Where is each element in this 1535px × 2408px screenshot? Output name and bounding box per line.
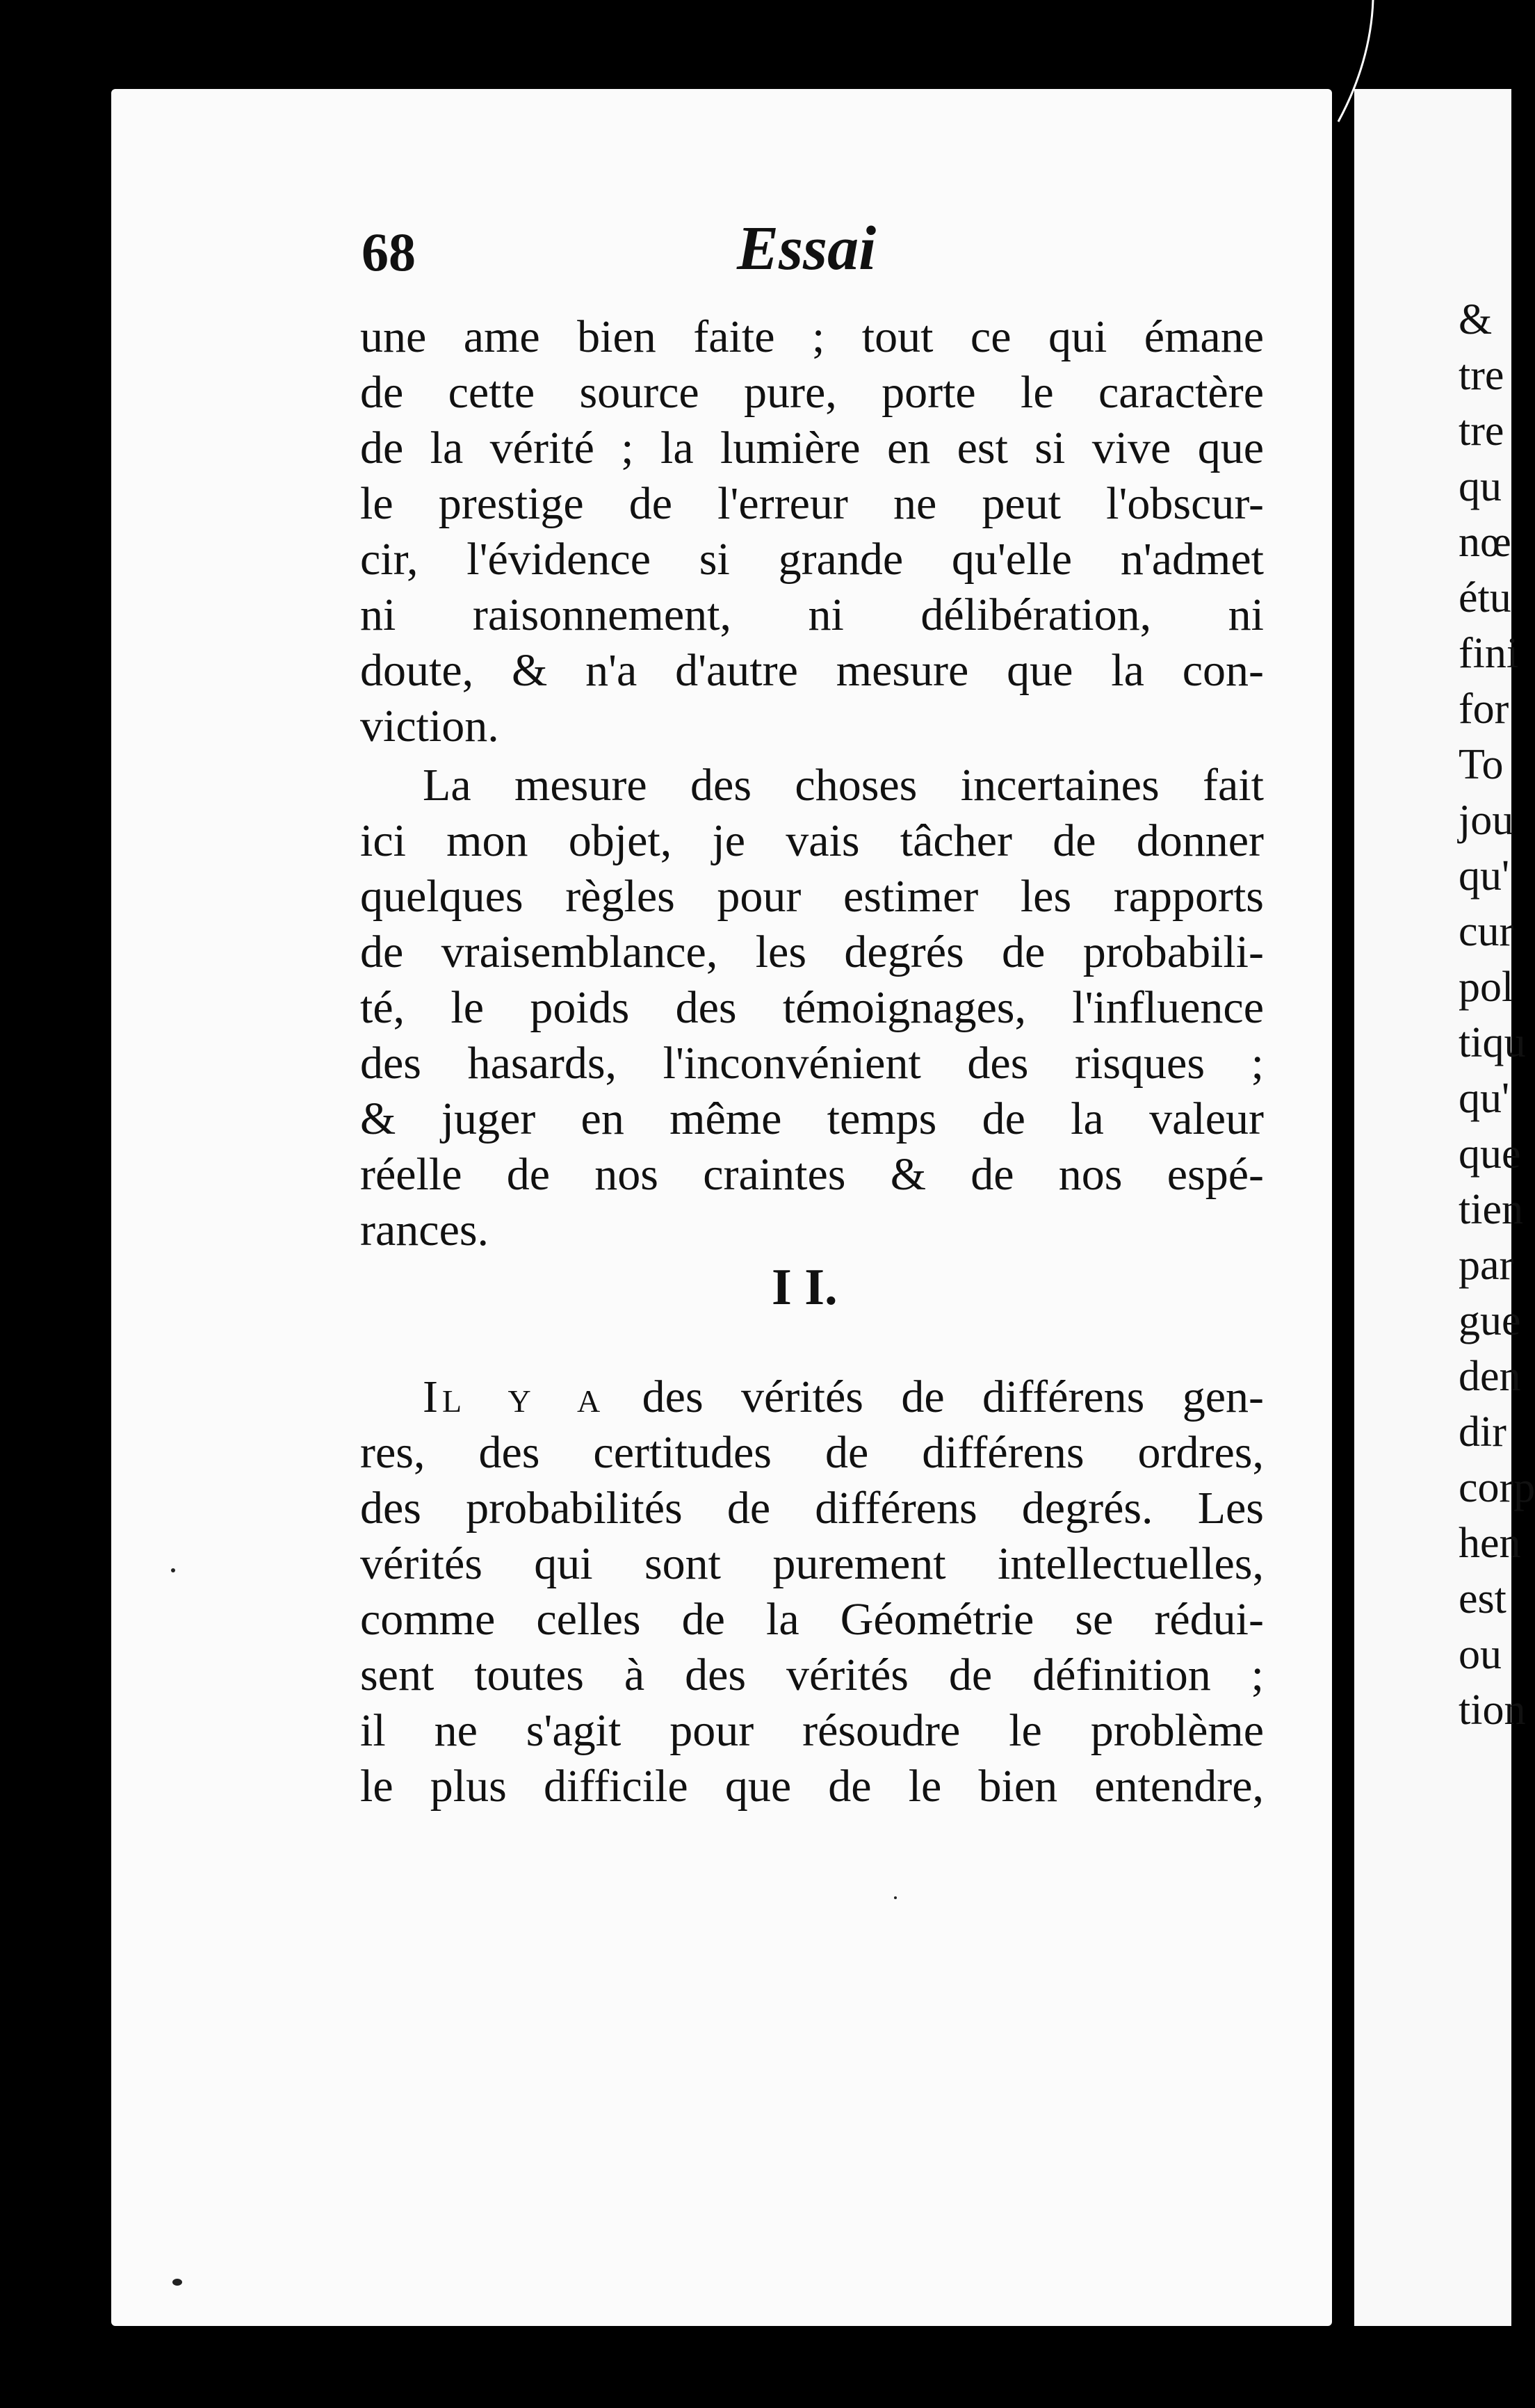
running-title: Essai xyxy=(737,214,877,283)
text-line: rances. xyxy=(360,1205,489,1255)
text-line: vérités qui sont purement intellectuelles, xyxy=(360,1538,1264,1589)
paragraph-2 xyxy=(360,758,1264,1258)
fragment-line: cur xyxy=(1459,908,1514,955)
text-line: comme celles de la Géométrie se rédui- xyxy=(360,1594,1264,1645)
fragment-line: nœ xyxy=(1459,519,1511,566)
fragment-line: est xyxy=(1459,1575,1506,1622)
fragment-line: for xyxy=(1459,685,1509,733)
fragment-line: & xyxy=(1459,296,1493,343)
fragment-line: qu' xyxy=(1459,1075,1510,1122)
fragment-line: fini xyxy=(1459,630,1519,677)
text-line: doute, & n'a d'autre mesure que la con- xyxy=(360,645,1264,696)
text-line: viction. xyxy=(360,701,499,751)
text-line xyxy=(360,1369,1264,1425)
fragment-line: par xyxy=(1459,1242,1514,1289)
fragment-line: hen xyxy=(1459,1520,1521,1567)
fragment-line: jou xyxy=(1459,797,1514,844)
first-line-rest: des vérités de différens gen- xyxy=(642,1372,1265,1422)
text-line: de la vérité ; la lumière en est si vive que xyxy=(360,423,1264,473)
text-line: une ame bien faite ; tout ce qui émane xyxy=(360,311,1264,362)
text-line: ni raisonnement, ni délibération, ni xyxy=(360,589,1264,640)
page-header xyxy=(362,209,1279,292)
text-line: quelques règles pour estimer les rapports xyxy=(360,871,1264,922)
paragraph-3 xyxy=(360,1369,1264,1814)
fragment-line: que xyxy=(1459,1130,1521,1178)
lead-in-smallcaps: Il y a xyxy=(423,1372,605,1422)
fragment-line: pol xyxy=(1459,963,1514,1011)
fragment-line: tiqu xyxy=(1459,1019,1526,1066)
text-line: des probabilités de différens degrés. Les xyxy=(360,1483,1264,1534)
text-line: cir, l'évidence si grande qu'elle n'admet xyxy=(360,534,1264,585)
text-line: res, des certitudes de différens ordres, xyxy=(360,1427,1264,1478)
fragment-line: étu xyxy=(1459,574,1511,621)
section-heading: I I. xyxy=(772,1259,838,1316)
fragment-line: qu xyxy=(1459,463,1502,510)
text-line: La mesure des choses incertaines fait xyxy=(423,760,1264,811)
fragment-line: gue xyxy=(1459,1297,1521,1344)
text-line: réelle de nos craintes & de nos espé- xyxy=(360,1149,1264,1200)
text-line: sent toutes à des vérités de définition ; xyxy=(360,1650,1264,1700)
text-line: de cette source pure, porte le caractère xyxy=(360,367,1264,418)
text-line: & juger en même temps de la valeur xyxy=(360,1093,1264,1144)
text-line: de vraisemblance, les degrés de probabili- xyxy=(360,927,1264,977)
fragment-line: den xyxy=(1459,1353,1521,1400)
text-line: ici mon objet, je vais tâcher de donner xyxy=(360,815,1264,866)
fragment-line: tion xyxy=(1459,1686,1526,1734)
fragment-line: dir xyxy=(1459,1408,1506,1456)
fragment-line: tien xyxy=(1459,1186,1523,1233)
fragment-line: To xyxy=(1459,741,1504,788)
fragment-line: corp xyxy=(1459,1464,1535,1511)
text-line: té, le poids des témoignages, l'influence xyxy=(360,982,1264,1033)
fragment-line: tre xyxy=(1459,407,1504,455)
text-line: des hasards, l'inconvénient des risques ; xyxy=(360,1038,1264,1089)
text-line: le prestige de l'erreur ne peut l'obscur- xyxy=(360,478,1264,529)
facing-page-text-fragments xyxy=(1459,292,1535,1738)
fragment-line: qu' xyxy=(1459,852,1510,900)
fragment-line: ou xyxy=(1459,1631,1502,1678)
page-number: 68 xyxy=(362,222,416,282)
text-line: il ne s'agit pour résoudre le problème xyxy=(360,1705,1264,1756)
text-line: le plus difficile que de le bien entendre, xyxy=(360,1761,1264,1812)
paragraph-1 xyxy=(360,309,1264,754)
fragment-line: tre xyxy=(1459,352,1504,399)
